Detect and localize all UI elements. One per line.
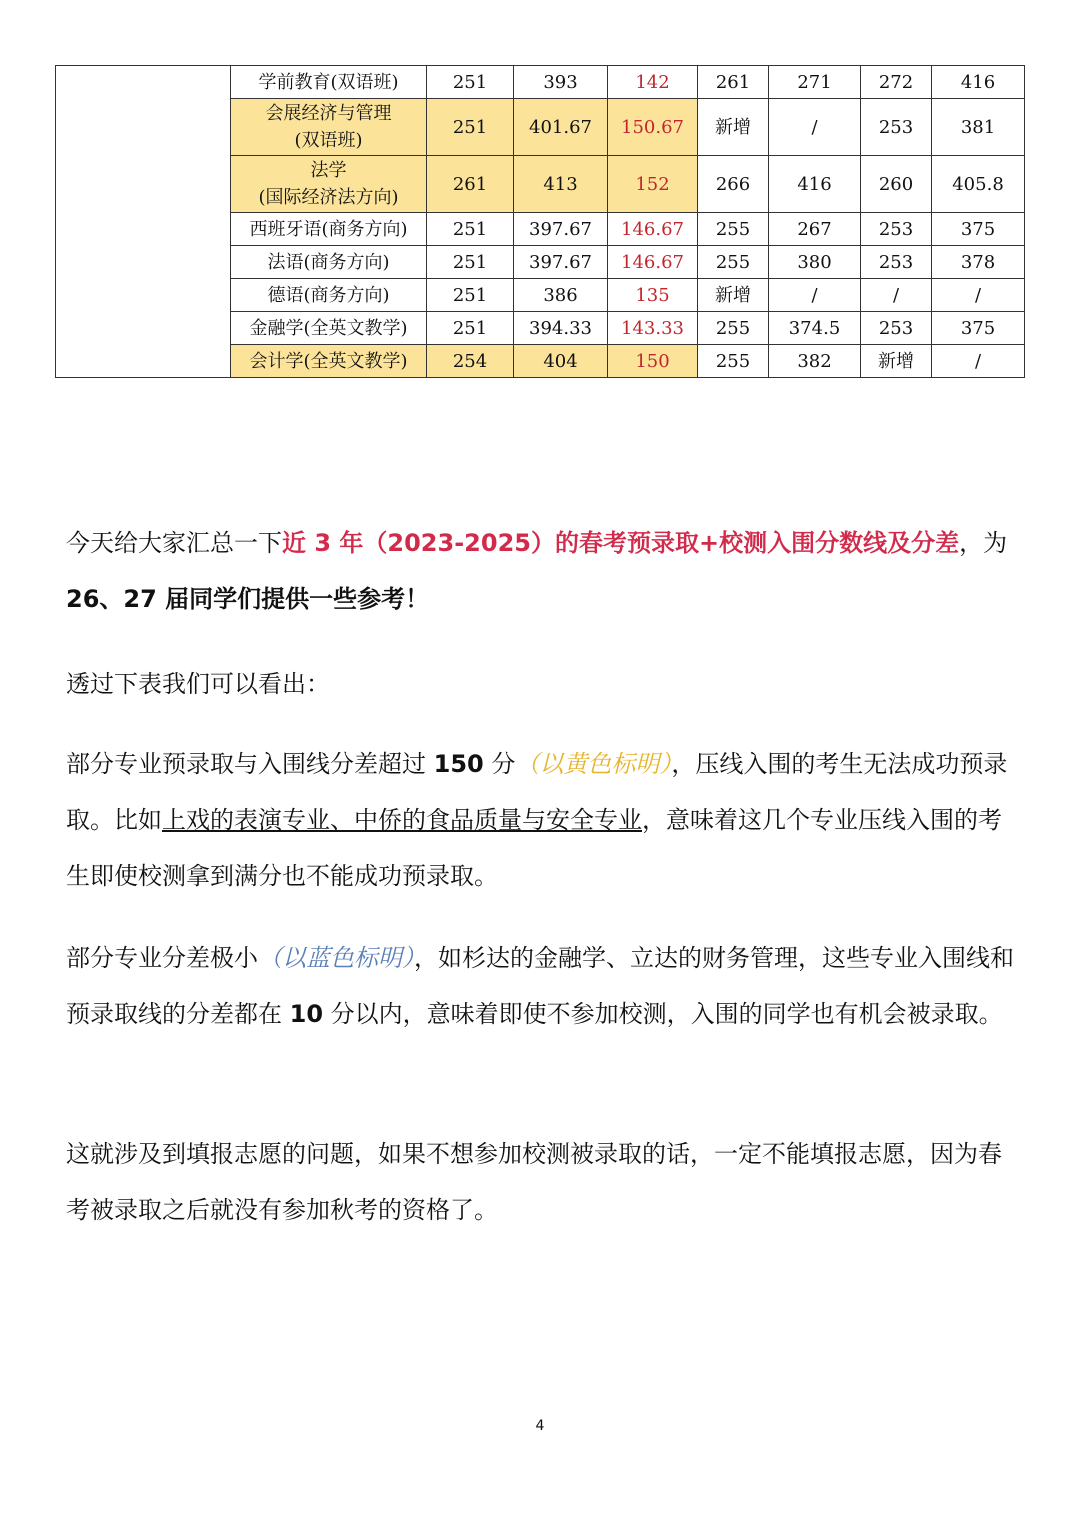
observe-paragraph: 透过下表我们可以看出：: [66, 670, 330, 698]
major-name-cell: [231, 213, 427, 246]
blue-text-c: 分以内，意味着即使不参加校测，入围的同学也有机会被录取。: [323, 1000, 1003, 1028]
major-name-line: 法学: [310, 160, 347, 181]
intro-paragraph: [66, 515, 1016, 627]
major-name-line: 学前教育(双语班): [258, 71, 399, 93]
table-row: [56, 66, 1025, 99]
score-cell: 393: [514, 66, 608, 99]
major-name-cell: [231, 66, 427, 99]
score-cell: 251: [427, 312, 514, 345]
score-cell: 255: [698, 246, 769, 279]
score-cell: 260: [861, 156, 932, 213]
major-name-line: 会计学(全英文教学): [249, 350, 408, 372]
score-cell: 255: [698, 345, 769, 378]
score-cell: 251: [427, 279, 514, 312]
intro-cohort: 26、27: [66, 585, 157, 613]
blue-text-b: ，如杉达的金融学、立达的财务管理，这些专业入围线和预录取线的分差都在: [66, 944, 1014, 1028]
category-cell: [56, 66, 231, 378]
blue-text-a: 部分专业分差极小: [66, 944, 258, 972]
last-paragraph: 这就涉及到填报志愿的问题，如果不想参加校测被录取的话，一定不能填报志愿，因为春考被录取之后就没有参加秋考的资格了。: [66, 1140, 1002, 1224]
score-cell: 401.67: [514, 99, 608, 156]
score-cell: 146.67: [608, 246, 698, 279]
major-name-cell: [231, 156, 427, 213]
score-cell: 374.5: [769, 312, 861, 345]
score-cell: 271: [769, 66, 861, 99]
score-cell: 382: [769, 345, 861, 378]
score-cell: 新增: [698, 279, 769, 312]
score-cell: 251: [427, 213, 514, 246]
table-body: [56, 66, 1025, 378]
yellow-text-c: ，压线入围的考生无法成功预录取。比如: [66, 750, 1008, 834]
major-name-line: 德语(商务方向): [267, 284, 390, 306]
score-cell: 375: [932, 312, 1025, 345]
intro-text: 今天给大家汇总一下: [66, 529, 282, 557]
yellow-paragraph: [66, 736, 1016, 904]
major-name-line: 金融学(全英文教学): [249, 317, 408, 339]
score-cell: /: [861, 279, 932, 312]
major-name-cell: [231, 279, 427, 312]
score-cell: 135: [608, 279, 698, 312]
score-cell: 新增: [698, 99, 769, 156]
score-cell: 416: [769, 156, 861, 213]
score-cell: /: [769, 99, 861, 156]
page-number: 4: [535, 1418, 545, 1434]
blue-paragraph: [66, 930, 1016, 1042]
intro-highlight: 近 3 年（2023-2025）的春考预录取+校测入围分数线及分差: [282, 529, 960, 557]
score-cell: 253: [861, 246, 932, 279]
score-cell: 261: [427, 156, 514, 213]
score-cell: 397.67: [514, 213, 608, 246]
major-name-cell: [231, 312, 427, 345]
major-name-line: 西班牙语(商务方向): [249, 218, 408, 240]
score-cell: 143.33: [608, 312, 698, 345]
yellow-num: 150: [433, 750, 484, 778]
blue-note: （以蓝色标明）: [258, 944, 414, 972]
score-cell: 142: [608, 66, 698, 99]
score-cell: /: [932, 279, 1025, 312]
score-cell: 251: [427, 66, 514, 99]
score-cell: 378: [932, 246, 1025, 279]
score-cell: 375: [932, 213, 1025, 246]
yellow-text-d: ，意味着这几个专业压线入围的考生即使校测拿到满分也不能成功预录取。: [66, 806, 1002, 890]
major-name-cell: [231, 99, 427, 156]
score-cell: 405.8: [932, 156, 1025, 213]
score-cell: 381: [932, 99, 1025, 156]
score-cell: 267: [769, 213, 861, 246]
major-name-line: (双语班): [294, 130, 363, 151]
scores-table: [55, 65, 1025, 378]
score-cell: /: [932, 345, 1025, 378]
major-name-line: 会展经济与管理: [265, 103, 392, 124]
score-cell: 380: [769, 246, 861, 279]
score-cell: 253: [861, 213, 932, 246]
intro-text-2: ，为: [959, 529, 1008, 557]
score-cell: 146.67: [608, 213, 698, 246]
major-name-line: (国际经济法方向): [258, 187, 399, 208]
score-cell: 266: [698, 156, 769, 213]
intro-text-3: 届同学们提供一些参考！: [156, 585, 430, 613]
score-cell: 386: [514, 279, 608, 312]
major-name-line: 法语(商务方向): [267, 251, 390, 273]
score-cell: 152: [608, 156, 698, 213]
yellow-note: （以黄色标明）: [515, 750, 672, 778]
score-cell: 404: [514, 345, 608, 378]
score-cell: 新增: [861, 345, 932, 378]
score-cell: 255: [698, 213, 769, 246]
score-cell: 255: [698, 312, 769, 345]
score-cell: 150.67: [608, 99, 698, 156]
score-cell: 272: [861, 66, 932, 99]
major-name-cell: [231, 345, 427, 378]
score-cell: 261: [698, 66, 769, 99]
score-cell: 251: [427, 246, 514, 279]
score-cell: 253: [861, 312, 932, 345]
yellow-text-b: 分: [483, 750, 516, 778]
score-cell: 150: [608, 345, 698, 378]
score-cell: 397.67: [514, 246, 608, 279]
score-cell: 253: [861, 99, 932, 156]
score-cell: 251: [427, 99, 514, 156]
yellow-underline: 上戏的表演专业、中侨的食品质量与安全专业: [162, 806, 642, 834]
score-cell: 413: [514, 156, 608, 213]
score-cell: 416: [932, 66, 1025, 99]
score-cell: 254: [427, 345, 514, 378]
score-cell: 394.33: [514, 312, 608, 345]
blue-num: 10: [289, 1000, 324, 1028]
major-name-cell: [231, 246, 427, 279]
score-cell: /: [769, 279, 861, 312]
yellow-text-a: 部分专业预录取与入围线分差超过: [66, 750, 434, 778]
